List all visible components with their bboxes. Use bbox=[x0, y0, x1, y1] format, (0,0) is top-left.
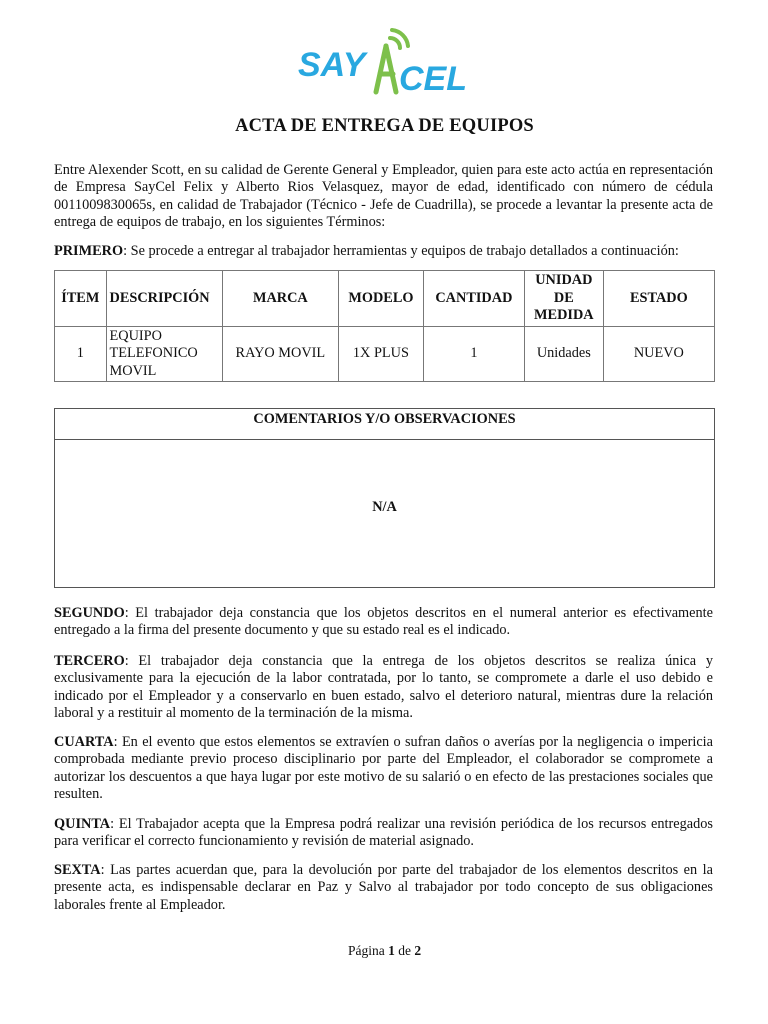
page-footer bbox=[54, 943, 715, 959]
header-cantidad: CANTIDAD bbox=[423, 271, 524, 327]
cell-marca: RAYO MOVIL bbox=[222, 327, 338, 382]
clause-label: CUARTA bbox=[54, 734, 114, 750]
header-estado: ESTADO bbox=[603, 271, 714, 327]
desc-line: TELEFONICO bbox=[109, 345, 198, 362]
clause-text: : Las partes acuerdan que, para la devolución por parte del trabajador de los elementos descritos en la presente acta, es indispensable declarar en Paz y Salvo al trabajador por todo concepto de sus obligaciones laborales frente al Empleador. bbox=[54, 862, 713, 913]
intro-paragraph: Entre Alexender Scott, en su calidad de Gerente General y Empleador, quien para este acto actúa en representación de Empresa SayCel Felix y Alberto Rios Velasquez, mayor de edad, identificado con número de cédula 0011009830065s, en calidad de Trabajador (Técnico - Jefe de Cuadrilla), se procede a levantar la presente acta de entrega de equipos de trabajo, en los siguientes Términos: bbox=[54, 162, 713, 231]
table-header-row bbox=[55, 271, 715, 327]
observations-value: N/A bbox=[372, 499, 397, 515]
header-medida-line: DE bbox=[553, 289, 574, 306]
clause-segundo bbox=[54, 605, 713, 640]
clause-label: SEGUNDO bbox=[54, 605, 125, 621]
clause-label: QUINTA bbox=[54, 816, 111, 832]
header-modelo: MODELO bbox=[338, 271, 423, 327]
desc-line: MOVIL bbox=[109, 362, 157, 379]
cell-descripcion bbox=[106, 327, 222, 382]
clause-text: : El Trabajador acepta que la Empresa podrá realizar una revisión periódica de los recursos entregados para verificar el correcto funcionamiento y revisión de material asignado. bbox=[54, 816, 713, 850]
footer-prefix: Página bbox=[347, 943, 389, 958]
header-medida-line: MEDIDA bbox=[534, 307, 594, 324]
clause-text: : El trabajador deja constancia que la entrega de los objetos descritos se realiza única y exclusivamente para la ejecución de la labor contratada, por lo tanto, se compromete a darle el uso debido e indicado por el Empleador y a conservarlo en buen estado, salvo el deterioro natural, mientras dure la relación laboral y a restituir al momento de la terminación de la misma. bbox=[54, 653, 713, 722]
header-descripcion: DESCRIPCIÓN bbox=[106, 271, 222, 327]
footer-page-number: 1 bbox=[388, 943, 395, 958]
equipment-table bbox=[54, 270, 715, 382]
observations-header: COMENTARIOS Y/O OBSERVACIONES bbox=[55, 409, 714, 440]
header-unidad-medida bbox=[524, 271, 603, 327]
clause-text: : En el evento que estos elementos se extravíen o sufran daños o averías por la negligencia o impericia comprobada mediante previo proceso disciplinario por parte del Empleador, el colaborador se compromete a autorizar los descuentos a que haya lugar por este motivo de su salarió o en efecto de las prestaciones sociales que resulten. bbox=[54, 734, 713, 803]
header-marca: MARCA bbox=[222, 271, 338, 327]
clause-label: TERCERO bbox=[54, 653, 125, 669]
clause-tercero bbox=[54, 653, 713, 723]
footer-total-pages: 2 bbox=[414, 943, 422, 958]
clause-text: : Se procede a entregar al trabajador herramientas y equipos de trabajo detallados a continuación: bbox=[123, 243, 679, 259]
clause-primero bbox=[54, 243, 713, 260]
table-row bbox=[55, 327, 715, 382]
cell-cantidad: 1 bbox=[423, 327, 524, 382]
clause-quinta bbox=[54, 816, 713, 851]
saycel-logo bbox=[296, 24, 476, 96]
cell-item: 1 bbox=[55, 327, 107, 382]
header-item: ÍTEM bbox=[55, 271, 107, 327]
footer-middle: de bbox=[394, 943, 415, 958]
clause-sexta bbox=[54, 862, 713, 914]
cell-estado: NUEVO bbox=[603, 327, 714, 382]
observations-box bbox=[54, 408, 715, 588]
document-title: ACTA DE ENTREGA DE EQUIPOS bbox=[235, 116, 534, 136]
clause-text: : El trabajador deja constancia que los objetos descritos en el numeral anterior es efectivamente entregado a la firma del presente documento y que su estado real es el indicado. bbox=[54, 605, 713, 639]
clause-label: SEXTA bbox=[54, 862, 101, 878]
header-medida-line: UNIDAD bbox=[535, 272, 593, 289]
logo-text-cel: CEL bbox=[399, 60, 467, 96]
saycel-logo-graphic bbox=[296, 24, 476, 96]
clause-label: PRIMERO bbox=[54, 243, 124, 259]
cell-medida: Unidades bbox=[524, 327, 603, 382]
cell-modelo: 1X PLUS bbox=[338, 327, 423, 382]
logo-text-say: SAY bbox=[298, 46, 366, 84]
clause-cuarta bbox=[54, 734, 713, 804]
desc-line: EQUIPO bbox=[109, 327, 162, 344]
